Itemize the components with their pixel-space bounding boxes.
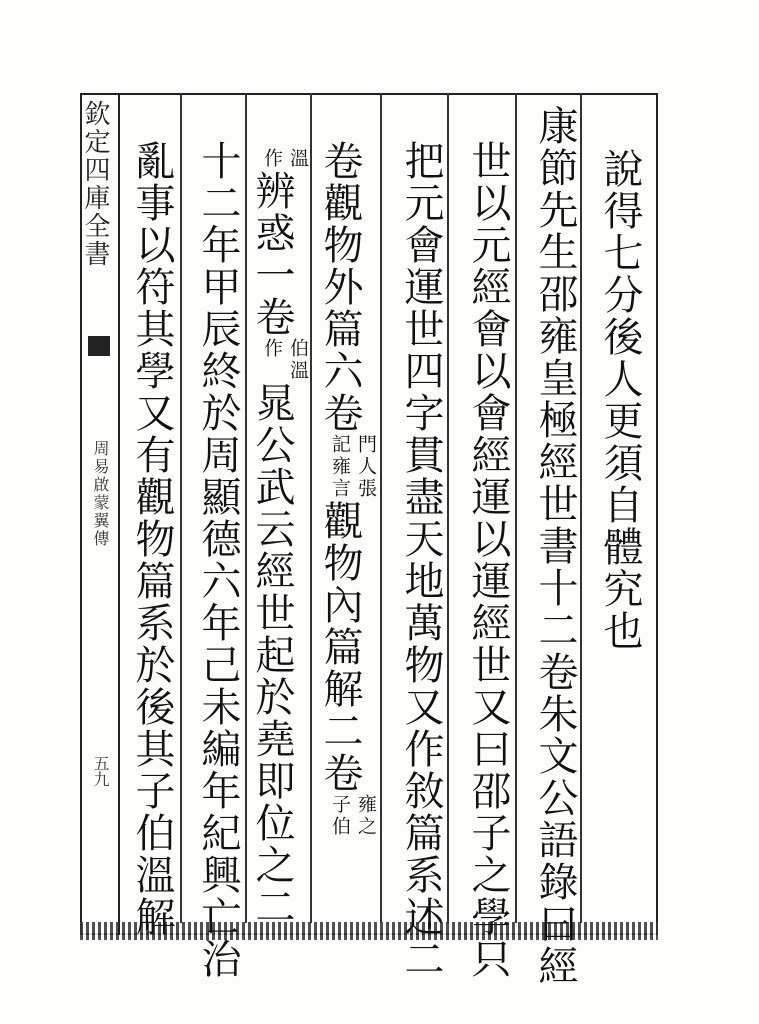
text-column-2: 康節先生邵雍皇極經世書十二卷朱文公語錄曰經 — [532, 105, 578, 987]
text-column-4: 把元會運世四字貫盡天地萬物又作敘篇系述二 — [398, 140, 444, 980]
annotation-pair-4 — [259, 338, 311, 382]
annotation-top-b: 作 — [261, 148, 283, 170]
annotation-d: 子伯 — [329, 794, 351, 838]
annotation-pair-3 — [259, 148, 311, 170]
annotation-e: 伯溫 — [287, 338, 309, 382]
column-6-text-a: 辨惑一卷 — [249, 170, 295, 338]
text-column-3: 世以元經會以會經運以運經世又曰邵子之學只 — [465, 140, 511, 980]
annotation-pair-2 — [327, 794, 379, 838]
column-divider — [380, 93, 382, 923]
page-number: 五九 — [91, 755, 110, 787]
text-column-7: 十二年甲辰終於周顯德六年己未編年紀興亡治 — [195, 140, 241, 980]
annotation-c: 雍之 — [355, 794, 377, 838]
section-title: 周易啟蒙翼傳 — [91, 440, 110, 548]
annotation-top-a: 溫 — [287, 148, 309, 170]
fold-fishtail-mark — [88, 336, 110, 356]
annotation-pair-1 — [327, 434, 379, 500]
column-5-text-b: 觀物內篇解二卷 — [317, 500, 363, 794]
book-title: 欽定四庫全書 — [80, 100, 110, 268]
column-5-text-a: 卷觀物外篇六卷 — [317, 140, 363, 434]
column-6-text-b: 晁公武云經世起於堯即位之二 — [249, 382, 295, 928]
text-column-6 — [249, 148, 311, 928]
text-column-1: 說得七分後人更須自體究也 — [597, 148, 643, 652]
column-divider — [180, 93, 182, 923]
annotation-b: 記雍言 — [329, 434, 351, 500]
annotation-a: 門人張 — [355, 434, 377, 500]
text-column-5 — [317, 140, 379, 838]
annotation-f: 作 — [261, 338, 283, 360]
text-column-8: 亂事以符其學又有觀物篇系於後其子伯溫解 — [129, 140, 175, 938]
